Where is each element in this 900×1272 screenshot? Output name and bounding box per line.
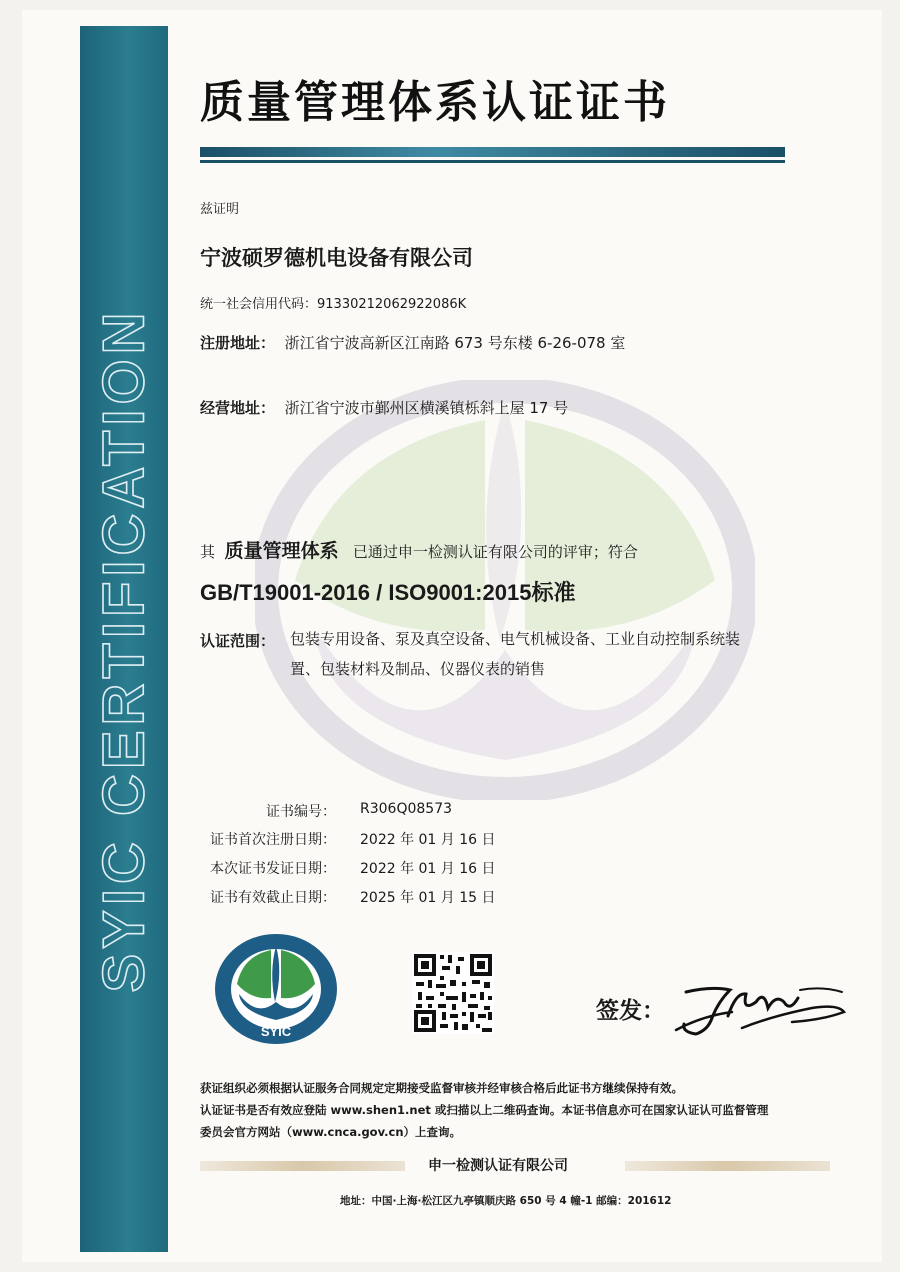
issuer-name: 申一检测认证有限公司 [428, 1158, 568, 1174]
business-address-label: 经营地址： [200, 399, 276, 417]
scope-line: 置、包装材料及制品、仪器仪表的销售 [290, 660, 546, 678]
title-rule [200, 147, 785, 165]
credit-code-row [200, 293, 466, 312]
registered-address-label: 注册地址： [200, 334, 276, 352]
qr-code[interactable] [412, 952, 494, 1034]
validity-note: 获证组织必须根据认证服务合同规定定期接受监督审核并经审核合格后此证书方继续保持有效。 [200, 1081, 683, 1095]
logo-text: SYIC [260, 1024, 292, 1039]
scope-line: 包装专用设备、泵及真空设备、电气机械设备、工业自动控制系统装 [290, 630, 741, 648]
signature [672, 972, 850, 1042]
cnca-note: 委员会官方网站（www.cnca.gov.cn）上查询。 [200, 1125, 462, 1139]
credit-code-label: 统一社会信用代码： [200, 297, 318, 312]
statement-prefix: 其 [200, 543, 216, 561]
intro-text: 兹证明 [200, 202, 240, 217]
issuer-bar-right [625, 1161, 830, 1171]
issue-date-value: 2022 年 01 月 16 日 [360, 861, 496, 877]
scope-label: 认证范围： [200, 632, 276, 650]
first-registration-label: 证书首次注册日期： [210, 832, 336, 848]
expiry-date-value: 2025 年 01 月 15 日 [360, 890, 496, 906]
standard-text: GB/T19001-2016 / ISO9001:2015标准 [200, 580, 576, 605]
first-registration-value: 2022 年 01 月 16 日 [360, 832, 496, 848]
business-address-value: 浙江省宁波市鄞州区横溪镇栎斜上屋 17 号 [284, 399, 569, 417]
cert-number-value: R306Q08573 [360, 801, 453, 817]
expiry-date-label: 证书有效截止日期： [210, 890, 336, 906]
issuer-bar-left [200, 1161, 405, 1171]
scope-text [290, 624, 740, 684]
statement-suffix: 已通过申一检测认证有限公司的评审；符合 [352, 543, 638, 561]
verification-note: 认证证书是否有效应登陆 www.shen1.net 或扫描以上二维码查询。本证书信息亦可在国家认证认可监督管理 [200, 1103, 769, 1117]
issuer-address: 地址：中国·上海·松江区九亭镇顺庆路 650 号 4 幢-1 邮编：201612 [340, 1195, 672, 1207]
statement-system: 质量管理体系 [224, 540, 339, 562]
company-name: 宁波硕罗德机电设备有限公司 [200, 246, 473, 270]
business-address-row [200, 397, 568, 418]
issue-date-label: 本次证书发证日期： [210, 861, 336, 877]
system-statement [200, 536, 638, 563]
registered-address-value: 浙江省宁波高新区江南路 673 号东楼 6-26-078 室 [284, 334, 626, 352]
credit-code-value: 91330212062922086K [317, 297, 467, 312]
syic-logo [213, 932, 339, 1046]
issued-by-label: 签发： [596, 998, 665, 1024]
certificate-title: 质量管理体系认证证书 [200, 77, 670, 128]
cert-number-label: 证书编号： [266, 804, 336, 820]
registered-address-row [200, 332, 625, 353]
side-band-text: SYIC CERTIFICATION [91, 307, 157, 993]
